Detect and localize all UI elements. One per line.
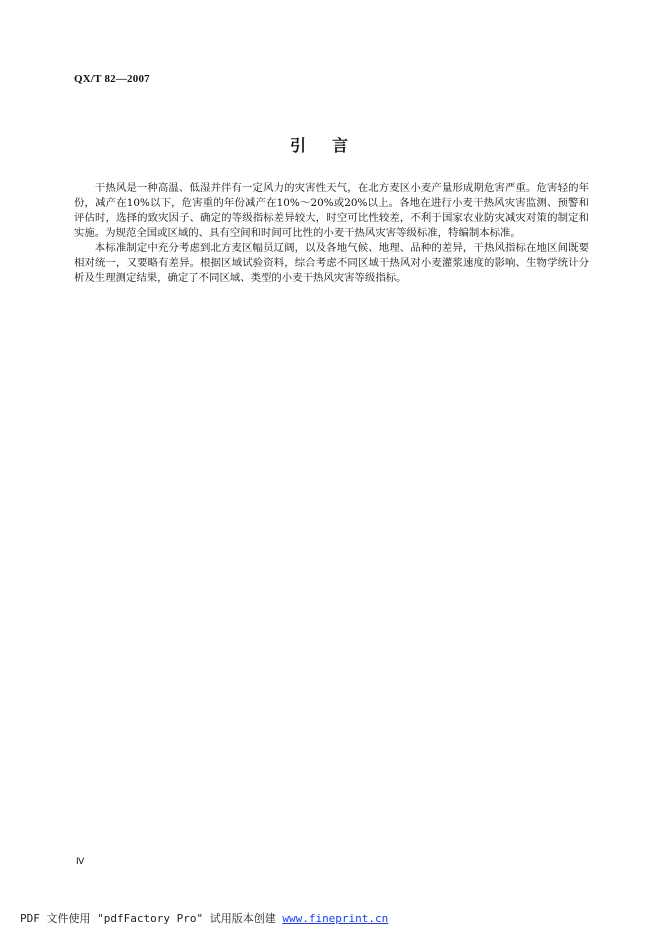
paragraph: 本标准制定中充分考虑到北方麦区幅员辽阔，以及各地气候、地理、品种的差异，干热风指标在地区间既要相对统一，又要略有差异。根据区域试验资料，综合考虑不同区域干热风对小麦灌浆速度的影响、生物学统计分析及生理测定结果，确定了不同区域、类型的小麦干热风灾害等级指标。: [74, 242, 589, 284]
paragraph: 干热风是一种高温、低湿并伴有一定风力的灾害性天气，在北方麦区小麦产量形成期危害严重。危害轻的年份，减产在10%以下，危害重的年份减产在10%～20%或20%以上。各地在进行小麦干热风灾害监测、预警和评估时，选择的致灾因子、确定的等级指标差异较大，时空可比性较差，不利于国家农业防灾减灾对策的制定和实施。为规范全国或区域的、具有空间和时间可比性的小麦干热风灾害等级标准，特编制本标准。: [74, 182, 589, 239]
section-title: 引言: [290, 136, 375, 155]
page-number: Ⅳ: [76, 856, 85, 866]
standard-code: QX/T 82—2007: [74, 73, 150, 85]
pdf-watermark-footer: [20, 910, 388, 926]
body-text: [74, 181, 589, 286]
watermark-text: PDF 文件使用 "pdfFactory Pro" 试用版本创建: [20, 912, 276, 925]
watermark-link[interactable]: www.fineprint.cn: [282, 912, 389, 925]
